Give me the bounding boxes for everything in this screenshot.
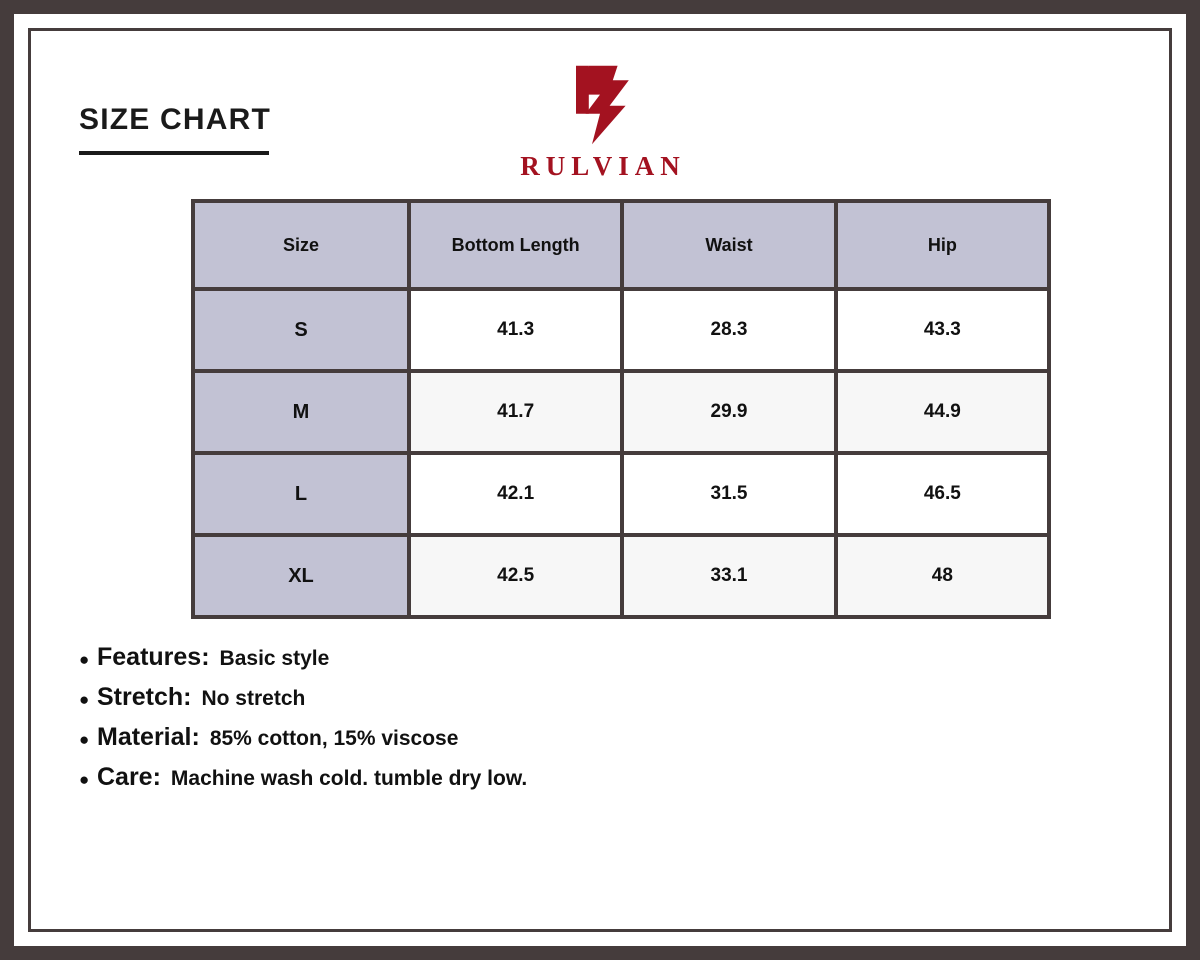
- note-label: Material:: [97, 723, 200, 751]
- list-item: [79, 723, 1079, 752]
- cell-hip: 48: [838, 537, 1047, 615]
- brand-name: RULVIAN: [520, 151, 686, 181]
- note-value: No stretch: [201, 687, 306, 710]
- cell-size: XL: [195, 537, 407, 615]
- cell-hip: 46.5: [838, 455, 1047, 533]
- bullet-icon: ●: [79, 770, 90, 789]
- cell-bottom-length: 41.3: [411, 291, 620, 369]
- cell-bottom-length: 42.1: [411, 455, 620, 533]
- page-title: SIZE CHART: [79, 103, 271, 136]
- title-underline: [79, 151, 269, 155]
- note-value: 85% cotton, 15% viscose: [209, 727, 459, 750]
- note-value: Basic style: [219, 647, 330, 670]
- table-row: [195, 291, 1047, 369]
- cell-size: S: [195, 291, 407, 369]
- note-label: Stretch:: [97, 683, 192, 711]
- column-header-waist: Waist: [624, 203, 833, 287]
- cell-bottom-length: 41.7: [411, 373, 620, 451]
- page-content: [31, 31, 1169, 929]
- bullet-icon: ●: [79, 690, 90, 709]
- table-header-row: [195, 203, 1047, 287]
- list-item: [79, 683, 1079, 712]
- list-item: [79, 643, 1079, 672]
- bullet-icon: ●: [79, 650, 90, 669]
- column-header-bottom-length: Bottom Length: [411, 203, 620, 287]
- cell-waist: 33.1: [624, 537, 833, 615]
- cell-bottom-length: 42.5: [411, 537, 620, 615]
- table-row: [195, 537, 1047, 615]
- cell-hip: 43.3: [838, 291, 1047, 369]
- column-header-hip: Hip: [838, 203, 1047, 287]
- cell-waist: 29.9: [624, 373, 833, 451]
- page-inner-border: [28, 28, 1172, 932]
- bullet-icon: ●: [79, 730, 90, 749]
- table-row: [195, 373, 1047, 451]
- list-item: [79, 763, 1079, 792]
- size-table: [191, 199, 1051, 619]
- notes-list: [79, 643, 1079, 803]
- note-label: Care:: [97, 763, 161, 791]
- cell-hip: 44.9: [838, 373, 1047, 451]
- cell-size: L: [195, 455, 407, 533]
- cell-waist: 31.5: [624, 455, 833, 533]
- rulvian-monogram-icon: [552, 61, 648, 149]
- note-value: Machine wash cold. tumble dry low.: [170, 767, 528, 790]
- cell-size: M: [195, 373, 407, 451]
- size-table-wrapper: [191, 199, 1051, 619]
- note-label: Features:: [97, 643, 210, 671]
- table-row: [195, 455, 1047, 533]
- cell-waist: 28.3: [624, 291, 833, 369]
- title-block: [79, 103, 419, 155]
- column-header-size: Size: [195, 203, 407, 287]
